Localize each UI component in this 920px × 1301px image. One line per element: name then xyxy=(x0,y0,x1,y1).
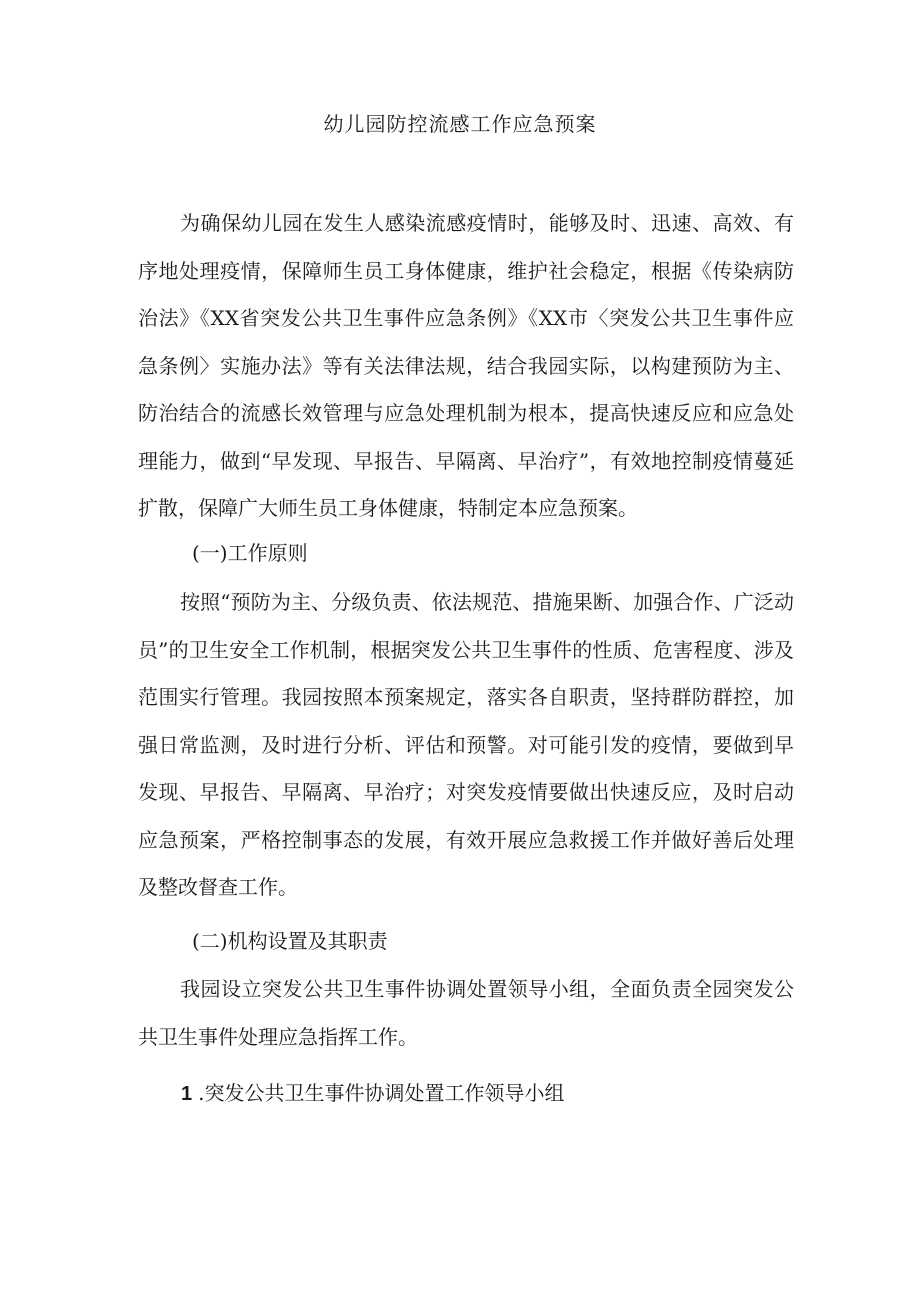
intro-paragraph: 为确保幼儿园在发生人感染流感疫情时，能够及时、迅速、高效、有序地处理疫情，保障师生员工身体健康，维护社会稳定，根据《传染病防治法》《XX省突发公共卫生事件应急条例》《XX市〈突发公共卫生事件应急条例〉实施办法》等有关法律法规，结合我园实际，以构建预防为主、防治结合的流感长效管理与应急处理机制为根本，提高快速反应和应急处理能力，做到“早发现、早报告、早隔离、早治疗”，有效地控制疫情蔓延扩散，保障广大师生员工身体健康，特制定本应急预案。 xyxy=(138,211,794,520)
document-title: 幼儿园防控流感工作应急预案 xyxy=(323,112,597,136)
section-heading-principles: (一)工作原则 xyxy=(192,541,308,565)
item-number: 1 xyxy=(181,1083,193,1105)
numbered-item-1 xyxy=(181,1077,564,1106)
item-text: .突发公共卫生事件协调处置工作领导小组 xyxy=(198,1081,565,1105)
organization-paragraph: 我园设立突发公共卫生事件协调处置领导小组，全面负责全园突发公共卫生事件处理应急指挥工作。 xyxy=(138,977,794,1049)
principles-paragraph: 按照“预防为主、分级负责、依法规范、措施果断、加强合作、广泛动员”的卫生安全工作机制，根据突发公共卫生事件的性质、危害程度、涉及范围实行管理。我园按照本预案规定，落实各自职责，坚持群防群控，加强日常监测，及时进行分析、评估和预警。对可能引发的疫情，要做到早发现、早报告、早隔离、早治疗；对突发疫情要做出快速反应，及时启动应急预案，严格控制事态的发展，有效开展应急救援工作并做好善后处理及整改督查工作。 xyxy=(138,590,794,899)
section-heading-organization: (二)机构设置及其职责 xyxy=(192,929,388,953)
